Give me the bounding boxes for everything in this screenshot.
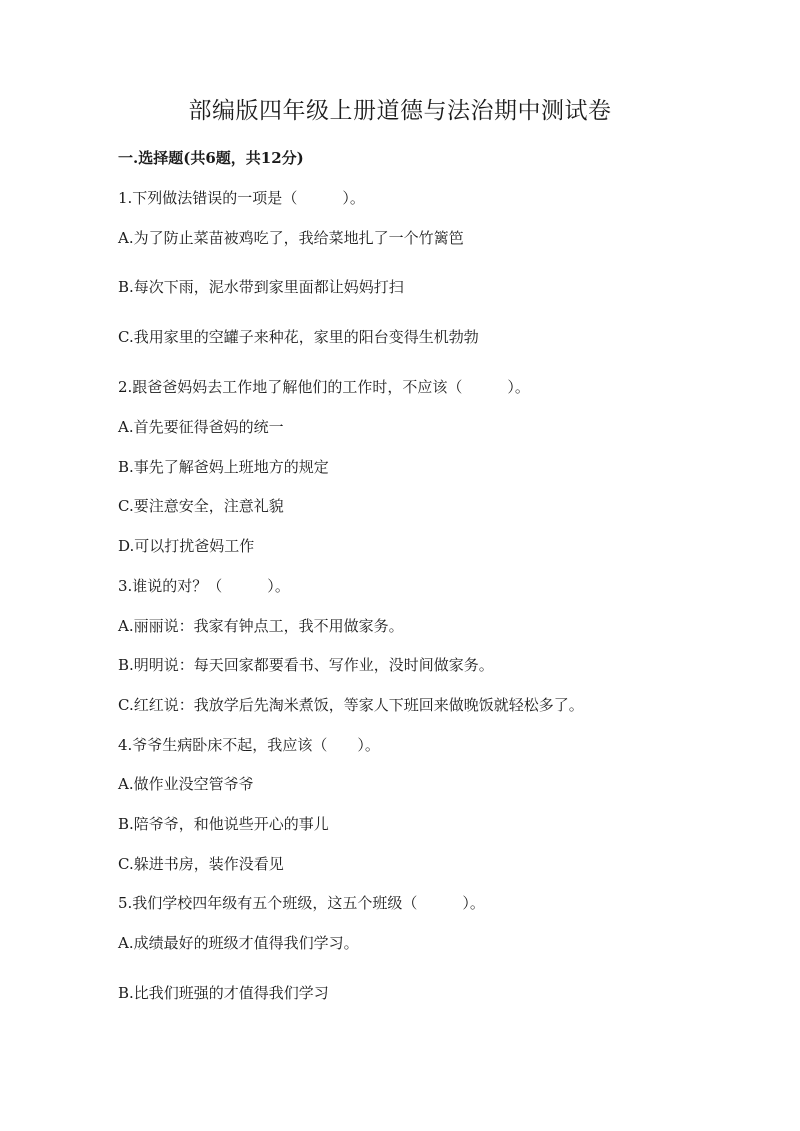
question-stem-2: 2.跟爸爸妈妈去工作地了解他们的工作时，不应该（ ）。: [118, 378, 530, 396]
question-stem-3: 3.谁说的对？（ ）。: [118, 577, 290, 595]
option-4a: A.做作业没空管爷爷: [118, 775, 254, 793]
question-stem-4: 4.爷爷生病卧床不起，我应该（ ）。: [118, 736, 380, 754]
option-2b: B.事先了解爸妈上班地方的规定: [118, 458, 329, 476]
question-stem-1: 1.下列做法错误的一项是（ ）。: [118, 189, 365, 207]
option-1b: B.每次下雨，泥水带到家里面都让妈妈打扫: [118, 278, 404, 296]
option-5a: A.成绩最好的班级才值得我们学习。: [118, 934, 359, 952]
option-5b: B.比我们班强的才值得我们学习: [118, 984, 329, 1002]
option-2a: A.首先要征得爸妈的统一: [118, 418, 284, 436]
option-3a: A.丽丽说：我家有钟点工，我不用做家务。: [118, 617, 404, 635]
option-2c: C.要注意安全，注意礼貌: [118, 497, 284, 515]
section-heading: 一.选择题(共6题，共12分): [118, 149, 304, 167]
option-1a: A.为了防止菜苗被鸡吃了，我给菜地扎了一个竹篱笆: [118, 229, 464, 247]
question-stem-5: 5.我们学校四年级有五个班级，这五个班级（ ）。: [118, 894, 485, 912]
option-1c: C.我用家里的空罐子来种花，家里的阳台变得生机勃勃: [118, 328, 479, 346]
option-3b: B.明明说：每天回家都要看书、写作业，没时间做家务。: [118, 656, 494, 674]
option-2d: D.可以打扰爸妈工作: [118, 537, 255, 555]
option-4b: B.陪爷爷，和他说些开心的事儿: [118, 815, 329, 833]
option-3c: C.红红说：我放学后先淘米煮饭，等家人下班回来做晚饭就轻松多了。: [118, 696, 584, 714]
option-4c: C.躲进书房，装作没看见: [118, 855, 284, 873]
page-title: 部编版四年级上册道德与法治期中测试卷: [188, 98, 612, 124]
